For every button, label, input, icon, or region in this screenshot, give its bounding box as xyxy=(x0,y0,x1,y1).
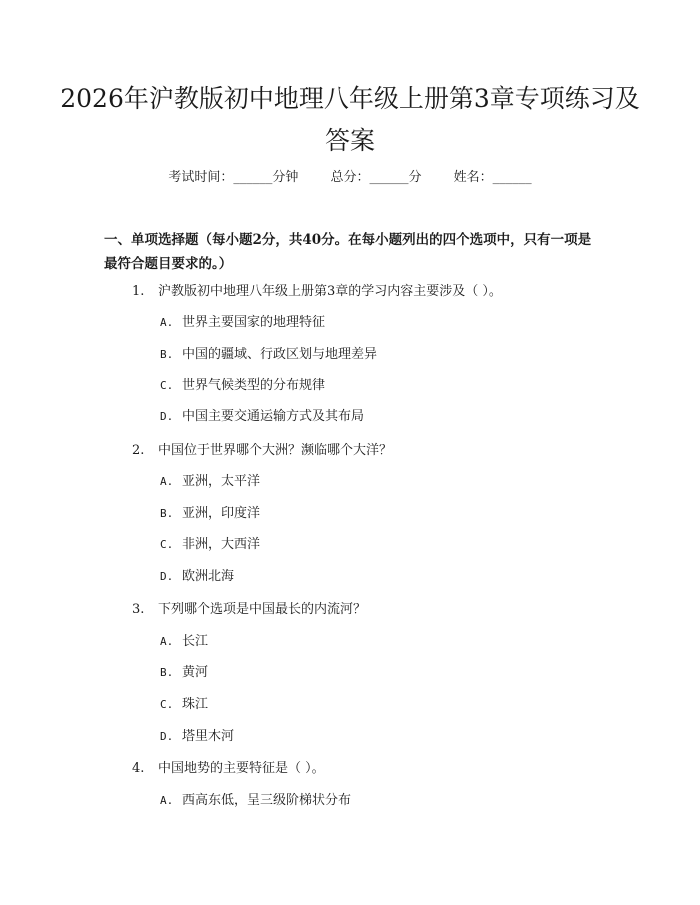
question-text: 中国位于世界哪个大洲？濒临哪个大洋？ xyxy=(158,443,393,458)
total-score-field: 总分：______分 xyxy=(330,170,422,185)
question-3-option-c xyxy=(160,695,600,715)
option-text: 亚洲，印度洋 xyxy=(182,506,261,521)
question-1 xyxy=(132,282,602,302)
option-letter: A. xyxy=(160,635,174,648)
question-2-option-b xyxy=(160,504,600,524)
question-2-option-d xyxy=(160,567,600,587)
option-text: 西高东低，呈三级阶梯状分布 xyxy=(182,793,352,808)
question-2-option-c xyxy=(160,535,600,555)
option-letter: C. xyxy=(160,379,174,392)
question-number: 1. xyxy=(132,284,145,299)
option-text: 中国的疆域、行政区划与地理差异 xyxy=(182,347,378,362)
option-text: 黄河 xyxy=(182,665,209,680)
option-text: 珠江 xyxy=(182,697,209,712)
question-text: 沪教版初中地理八年级上册第3章的学习内容主要涉及（ ）。 xyxy=(158,284,502,299)
option-text: 塔里木河 xyxy=(182,729,235,744)
option-letter: D. xyxy=(160,570,174,583)
question-1-option-c xyxy=(160,376,600,396)
question-3-option-d xyxy=(160,727,600,747)
question-1-option-d xyxy=(160,407,600,427)
question-2 xyxy=(132,441,602,461)
question-1-option-b xyxy=(160,345,600,365)
question-text: 中国地势的主要特征是（ ）。 xyxy=(158,761,325,776)
question-number: 4. xyxy=(132,761,145,776)
question-1-option-a xyxy=(160,313,600,333)
option-letter: B. xyxy=(160,507,174,520)
exam-time-field: 考试时间：______分钟 xyxy=(168,170,299,185)
question-4-option-a xyxy=(160,791,600,811)
option-text: 中国主要交通运输方式及其布局 xyxy=(182,409,365,424)
option-letter: A. xyxy=(160,794,174,807)
option-text: 欧洲北海 xyxy=(182,569,235,584)
question-4 xyxy=(132,759,602,779)
question-3-option-a xyxy=(160,632,600,652)
option-letter: C. xyxy=(160,538,174,551)
option-letter: B. xyxy=(160,348,174,361)
document-title: 2026年沪教版初中地理八年级上册第3章专项练习及答案 xyxy=(60,84,640,155)
option-letter: A. xyxy=(160,316,174,329)
question-2-option-a xyxy=(160,472,600,492)
question-3-option-b xyxy=(160,663,600,683)
section-heading: 一、单项选择题（每小题2分，共40分。在每小题列出的四个选项中，只有一项是最符合题目要求的。） xyxy=(104,232,592,272)
question-text: 下列哪个选项是中国最长的内流河？ xyxy=(158,602,367,617)
option-text: 亚洲，太平洋 xyxy=(182,474,261,489)
option-letter: D. xyxy=(160,730,174,743)
name-field: 姓名：______ xyxy=(453,170,532,185)
option-letter: D. xyxy=(160,410,174,423)
option-letter: C. xyxy=(160,698,174,711)
option-text: 世界主要国家的地理特征 xyxy=(182,315,326,330)
exam-meta xyxy=(0,168,700,188)
question-3 xyxy=(132,600,602,620)
option-letter: B. xyxy=(160,666,174,679)
question-number: 2. xyxy=(132,443,145,458)
option-text: 世界气候类型的分布规律 xyxy=(182,378,326,393)
question-number: 3. xyxy=(132,602,145,617)
option-letter: A. xyxy=(160,475,174,488)
option-text: 非洲，大西洋 xyxy=(182,537,261,552)
option-text: 长江 xyxy=(182,634,209,649)
